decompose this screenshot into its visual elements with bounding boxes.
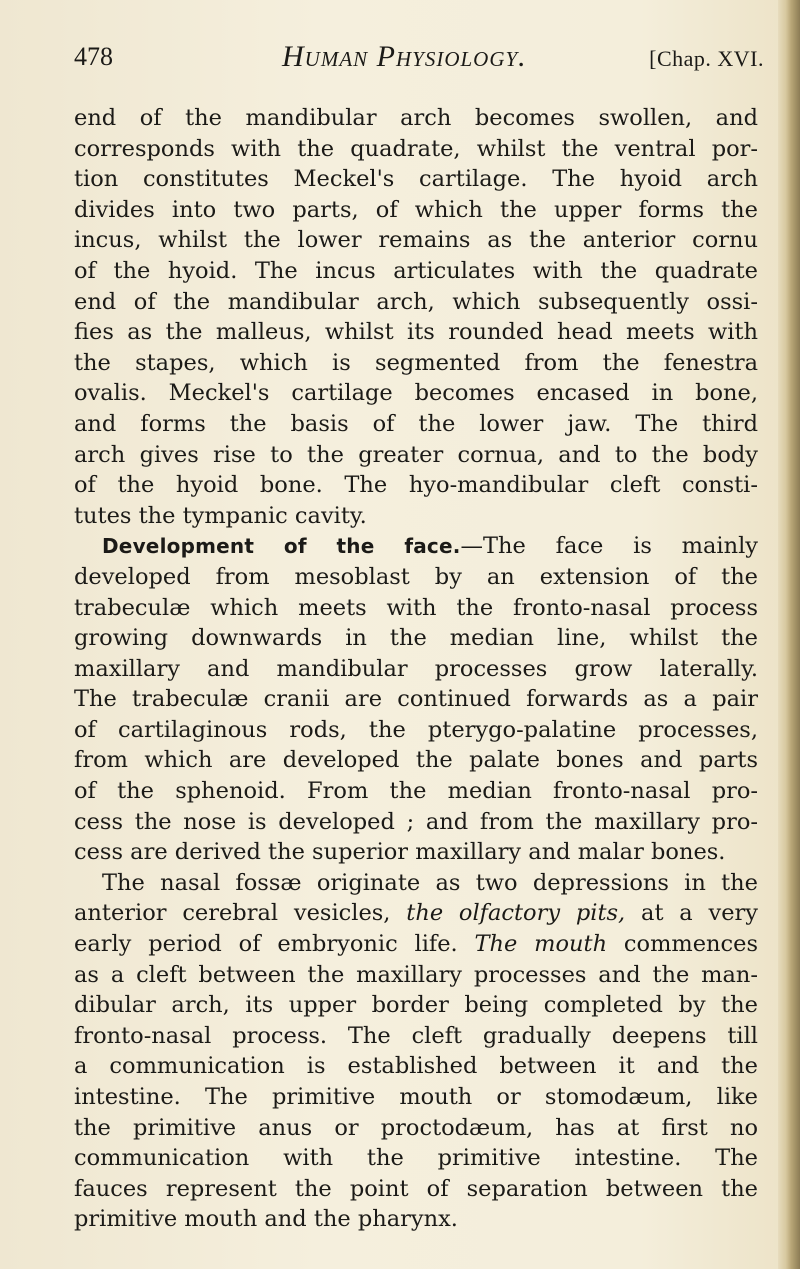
text-line: and forms the basis of the lower jaw. The third xyxy=(74,410,758,437)
text-line: dibular arch, its upper border being completed by the xyxy=(74,992,758,1019)
heading-continuation: —The face is mainly xyxy=(460,533,759,560)
text-line: of the sphenoid. From the median fronto-nasal pro- xyxy=(74,778,758,805)
text-line: maxillary and mandibular processes grow laterally. xyxy=(74,655,758,682)
text-line: end of the mandibular arch becomes swollen, and xyxy=(74,105,758,131)
text-line: cess are derived the superior maxillary and malar bones. xyxy=(74,839,726,866)
text-fragment: anterior cerebral vesicles, xyxy=(74,900,391,927)
page-number: 478 xyxy=(74,42,113,71)
text-line: the stapes, which is segmented from the fenestra xyxy=(74,349,758,376)
text-line: of cartilaginous rods, the pterygo-palatine processes, xyxy=(74,716,758,743)
chapter-label: [Chap. XVI. xyxy=(649,46,764,71)
text-line: the primitive anus or proctodæum, has at first no xyxy=(74,1114,758,1141)
text-line: end of the mandibular arch, which subsequently ossi- xyxy=(74,288,758,315)
text-line: from which are developed the palate bones and parts xyxy=(74,747,758,774)
text-fragment: at a very xyxy=(641,900,758,927)
text-line: incus, whilst the lower remains as the anterior cornu xyxy=(74,227,758,254)
text-line: fronto-nasal process. The cleft gradually deepens till xyxy=(74,1022,758,1049)
text-line: corresponds with the quadrate, whilst the ventral por- xyxy=(74,135,758,162)
text-line: primitive mouth and the pharynx. xyxy=(74,1206,458,1233)
text-line: intestine. The primitive mouth or stomodæum, like xyxy=(74,1084,758,1110)
text-line: trabeculæ which meets with the fronto-nasal process xyxy=(74,594,758,621)
text-line: growing downwards in the median line, whilst the xyxy=(74,625,758,652)
text-line: communication with the primitive intestine. The xyxy=(74,1145,758,1172)
text-line: fies as the malleus, whilst its rounded head meets with xyxy=(74,319,758,346)
text-line: a communication is established between it and the xyxy=(74,1053,758,1080)
text-line: arch gives rise to the greater cornua, and to the body xyxy=(74,441,758,468)
text-line: cess the nose is developed ; and from the maxillary pro- xyxy=(74,808,758,835)
text-line: of the hyoid bone. The hyo-mandibular cleft consti- xyxy=(74,472,758,499)
italic-term-mouth: The mouth xyxy=(474,931,608,958)
running-title: Human Physiology. xyxy=(282,40,527,73)
body-text xyxy=(74,103,758,1235)
section-heading-line xyxy=(74,531,758,562)
text-line-olfactory xyxy=(74,898,758,929)
text-line: developed from mesoblast by an extension of the xyxy=(74,563,758,590)
text-line: ovalis. Meckel's cartilage becomes encased in bone, xyxy=(74,380,758,407)
running-header xyxy=(74,40,764,80)
page-edge xyxy=(778,0,800,1269)
text-line: The nasal fossæ originate as two depressions in the xyxy=(102,869,758,896)
italic-term-olfactory-pits: the olfactory pits, xyxy=(406,900,626,927)
text-line: tutes the tympanic cavity. xyxy=(74,502,367,529)
text-line: as a cleft between the maxillary processes and the man- xyxy=(74,961,758,988)
text-fragment: early period of embryonic life. xyxy=(74,931,458,958)
text-line: of the hyoid. The incus articulates with the quadrate xyxy=(74,257,758,284)
text-line-mouth xyxy=(74,929,758,960)
text-line: fauces represent the point of separation between the xyxy=(74,1175,758,1202)
text-fragment: commences xyxy=(623,931,759,958)
text-line: The trabeculæ cranii are continued forwards as a pair xyxy=(74,686,758,713)
section-heading: Development of the face. xyxy=(102,534,461,559)
text-line: divides into two parts, of which the upper forms the xyxy=(74,196,758,223)
text-line: tion constitutes Meckel's cartilage. The hyoid arch xyxy=(74,166,758,193)
